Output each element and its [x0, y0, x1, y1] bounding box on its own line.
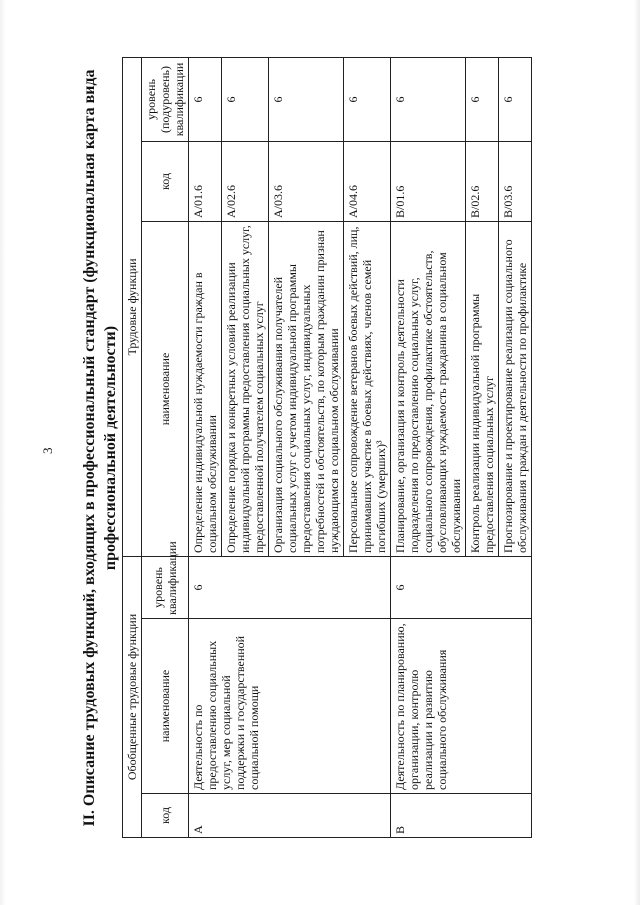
function-level: 6 — [189, 57, 222, 141]
function-code: B/02.6 — [466, 141, 499, 221]
function-level: 6 — [269, 57, 344, 141]
col-header-tf-code: код — [142, 141, 189, 221]
page-content — [2, 8, 602, 888]
heading-line-1: II. Описание трудовых функций, входящих в профессиональный стандарт (функциональная карта вида — [81, 69, 98, 827]
header-labor-functions: Трудовые функции — [123, 57, 142, 556]
function-name: Планирование, организация и контроль деятельности подразделения по предоставлению социальных услуг, социального сопровождения, профилактике обстоятельств, обусловливающих нуждаемость гражданина в социальном обслуживании — [391, 221, 466, 556]
col-header-tf-name: наименование — [142, 221, 189, 556]
col-header-name: наименование — [142, 619, 189, 794]
group-level: 6 — [391, 556, 532, 618]
function-level: 6 — [391, 57, 466, 141]
group-code: B — [391, 794, 532, 838]
table-row — [189, 57, 222, 837]
function-name: Определение порядка и конкретных условий реализации индивидуальной программы предоставления социальных услуг, предоставленной получателем социальных услуг — [222, 221, 269, 556]
header-generalized-functions: Обобщенные трудовые функции — [123, 556, 142, 837]
header-row-groups — [123, 57, 142, 837]
group-level: 6 — [189, 556, 391, 618]
section-heading — [79, 8, 121, 888]
function-name: Организация социального обслуживания получателей социальных услуг с учетом индивидуальной программы предоставления социальных услуг, индивидуальных потребностей и обстоятельств, по которым гражданин признан нуждающимся в социальном обслуживании — [269, 221, 344, 556]
header-row-columns — [142, 57, 189, 837]
function-code: A/01.6 — [189, 141, 222, 221]
group-code: A — [189, 794, 391, 838]
function-code: B/01.6 — [391, 141, 466, 221]
function-code: A/04.6 — [344, 141, 391, 221]
functional-map-table — [122, 57, 532, 838]
heading-line-2: профессиональной деятельности) — [102, 325, 119, 571]
group-name: Деятельность по предоставлению социальных услуг, мер социальной поддержки и государственной социальной помощи — [189, 619, 391, 794]
page-number: 3 — [40, 447, 55, 454]
function-level: 6 — [222, 57, 269, 141]
function-code: A/02.6 — [222, 141, 269, 221]
function-name: Персональное сопровождение ветеранов боевых действий, лиц, принимавших участие в боевых действиях, членов семей погибших (умерших)³ — [344, 221, 391, 556]
function-name: Контроль реализации индивидуальной программы предоставления социальных услуг — [466, 221, 499, 556]
col-header-code: код — [142, 794, 189, 838]
col-header-tf-level: уровень (подуровень) квалификации — [142, 57, 189, 141]
function-level: 6 — [466, 57, 499, 141]
function-code: B/03.6 — [499, 141, 532, 221]
table-row — [391, 57, 466, 837]
function-name: Определение индивидуальной нуждаемости граждан в социальном обслуживании — [189, 221, 222, 556]
rotated-page — [2, 8, 602, 888]
function-name: Прогнозирование и проектирование реализации социального обслуживания граждан и деятельности по профилактике — [499, 221, 532, 556]
group-name: Деятельность по планированию, организации, контролю реализации и развитию социального обслуживания — [391, 619, 532, 794]
col-header-level: уровень квалификации — [142, 556, 189, 618]
function-code: A/03.6 — [269, 141, 344, 221]
function-level: 6 — [344, 57, 391, 141]
function-level: 6 — [499, 57, 532, 141]
